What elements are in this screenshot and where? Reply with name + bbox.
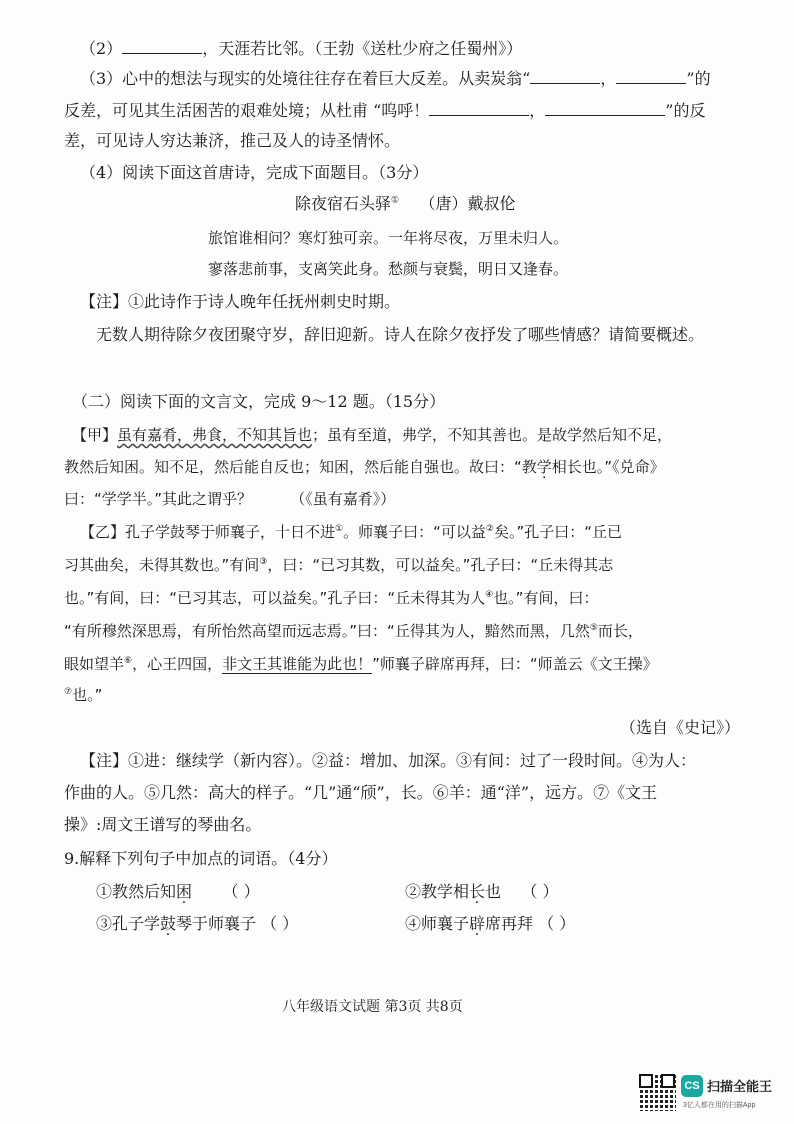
poem-author: （唐）戴叔伦 xyxy=(419,194,516,213)
question-3-line-2: 反差，可见其生活困苦的艰难处境；从杜甫 “呜呼！ ， ”的反 xyxy=(64,101,706,120)
passage-yi-line-1: 【乙】孔子学鼓琴于师襄子，十日不进①。师襄子曰：“可以益②矣。”孔子曰：“丘已 xyxy=(80,523,622,541)
passage-yi-line-3: 也。”有间，曰：“已习其志，可以益矣。”孔子曰：“丘未得其为人④也。”有间，曰： xyxy=(64,589,599,607)
answer-blank xyxy=(429,99,529,116)
q9-item-1: ①教然后知困 （ ） xyxy=(96,882,260,901)
answer-blank xyxy=(530,67,600,84)
scanner-app-tagline: 3亿人都在用的扫描App xyxy=(683,1102,756,1109)
poem-title: 除夜宿石头驿① （唐）戴叔伦 xyxy=(295,194,516,213)
question-2-line xyxy=(80,37,522,59)
passage-source: （《虽有嘉肴》） xyxy=(290,490,396,508)
q9-item-3: ③孔子学鼓琴于师襄子 （ ） xyxy=(96,914,299,933)
passage-yi-line-5: 眼如望羊⑥，心王四国，非文王其谁能为此也！”师襄子辟席再拜，曰：“师盖云《文王操》 xyxy=(64,655,658,673)
passage-yi-line-2: 习其曲矣，未得其数也。”有间③，曰：“已习其数，可以益矣。”孔子曰：“丘未得其志 xyxy=(64,556,614,574)
underlined-sentence: 虽有嘉肴，弗食，不知其旨也 xyxy=(117,426,313,444)
question-4-intro: （4）阅读下面这首唐诗，完成下面题目。（3分） xyxy=(80,163,429,182)
passage-note-line-3: 操》:周文王谱写的琴曲名。 xyxy=(64,815,262,834)
answer-blank xyxy=(616,67,686,84)
scanner-app-name: 扫描全能王 xyxy=(707,1079,773,1094)
answer-blank xyxy=(545,99,665,116)
passage-jia-line-3: 曰：“学学半。”其此之谓乎？ （《虽有嘉肴》） xyxy=(64,490,396,508)
q9-item-4: ④师襄子辟席再拜 （ ） xyxy=(405,914,576,933)
section-2-header: （二）阅读下面的文言文，完成 9～12 题。（15分） xyxy=(72,392,446,411)
poem-line-1: 旅馆谁相问？寒灯独可亲。一年将尽夜，万里未归人。 xyxy=(208,229,569,247)
question-text: ，天涯若比邻。（王勃《送杜少府之任蜀州》） xyxy=(202,39,523,58)
question-9-title: 9.解释下列句子中加点的词语。（4分） xyxy=(64,849,338,868)
qr-code-icon xyxy=(638,1073,676,1111)
poem-note: 【注】①此诗作于诗人晚年任抚州刺史时期。 xyxy=(80,292,401,311)
passage-jia-line-1: 【甲】虽有嘉肴，弗食，不知其旨也；虽有至道，弗学，不知其善也。是故学然后知不足， xyxy=(72,426,673,444)
passage-note-line-2: 作曲的人。⑤几然：高大的样子。“几”通“颀”，长。⑥羊：通“洋”，远方。⑦《文王 xyxy=(64,783,658,802)
question-number: （2） xyxy=(80,39,123,58)
passage-source: （选自《史记》） xyxy=(620,718,741,737)
question-4-text: 无数人期待除夕夜团聚守岁，辞旧迎新。诗人在除夕夜抒发了哪些情感？请简要概述。 xyxy=(96,325,705,344)
answer-parentheses: （ ） xyxy=(538,914,576,933)
answer-parentheses: （ ） xyxy=(222,882,260,901)
passage-yi-line-6: ⑦也。” xyxy=(64,686,103,704)
passage-yi-line-4: “有所穆然深思焉，有所怡然高望而远志焉。”曰：“丘得其为人，黯然而黑，几然⑤而长， xyxy=(64,622,643,640)
page-footer: 八年级语文试题 第3页 共8页 xyxy=(282,999,463,1015)
answer-blank xyxy=(122,37,202,54)
q9-item-2: ②教学相长也 （ ） xyxy=(405,882,559,901)
answer-parentheses: （ ） xyxy=(521,882,559,901)
question-3-line-3: 差，可见诗人穷达兼济，推己及人的诗圣情怀。 xyxy=(64,131,401,150)
passage-jia-line-2: 教然后知困。知不足，然后能自反也；知困，然后能自强也。故曰：“教学相长也。”《兑命》 xyxy=(64,458,665,476)
camscanner-logo: CS xyxy=(681,1075,703,1097)
answer-parentheses: （ ） xyxy=(261,914,299,933)
underlined-sentence: 非文王其谁能为此也！ xyxy=(222,655,373,673)
poem-line-2: 寥落悲前事，支离笑此身。愁颜与衰鬓，明日又逢春。 xyxy=(208,260,569,278)
question-3-line-1: （3）心中的想法与现实的处境往往存在着巨大反差。从卖炭翁“ ， ”的 xyxy=(80,69,711,88)
passage-note-line-1: 【注】①进：继续学（新内容）。②益：增加、加深。③有间：过了一段时间。④为人： xyxy=(80,751,697,770)
